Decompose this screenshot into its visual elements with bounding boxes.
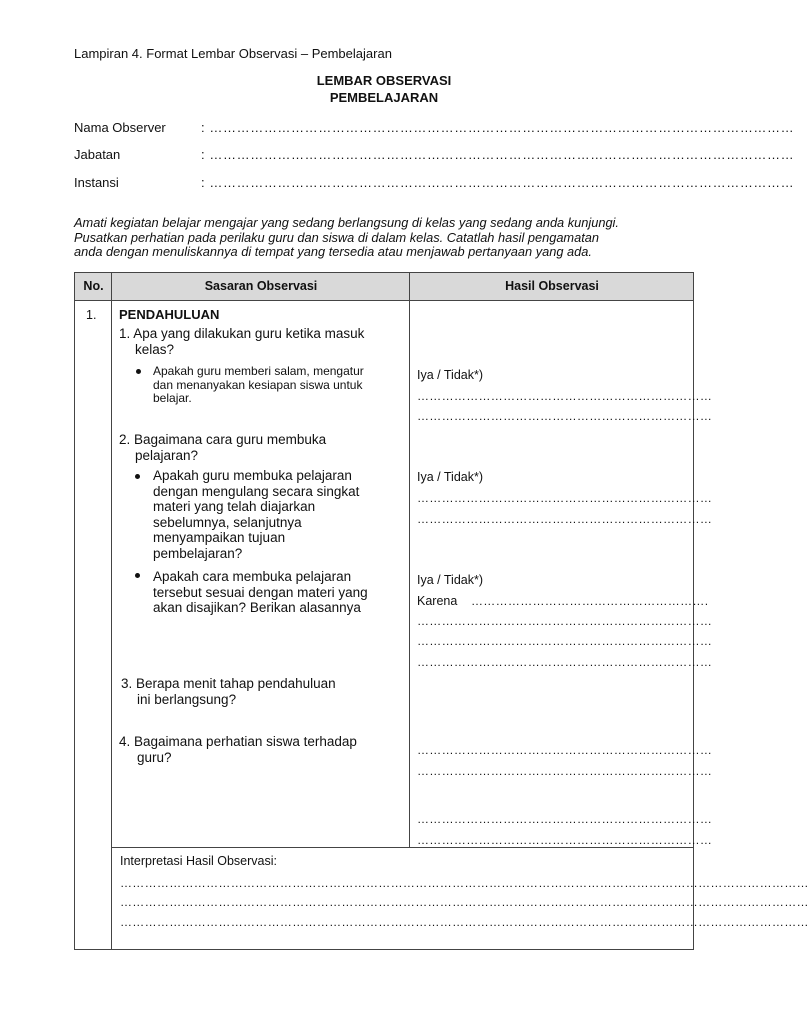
answer-line[interactable]: …………………………………………………. xyxy=(471,594,709,608)
title-line-2: PEMBELAJARAN xyxy=(329,90,439,105)
bullet-icon xyxy=(136,369,141,374)
answer-line[interactable]: ……………………………………………………………… xyxy=(417,634,713,648)
answer-choice-iya-tidak[interactable]: Iya / Tidak*) xyxy=(417,573,483,587)
interpretation-line[interactable]: …………………………………………………………………………………………………………………………………………………… xyxy=(120,915,809,929)
column-header-sasaran: Sasaran Observasi xyxy=(204,279,318,293)
document-caption: Lampiran 4. Format Lembar Observasi – Pembelajaran xyxy=(74,46,392,61)
field-label-instansi: Instansi xyxy=(74,175,119,190)
answer-line[interactable]: ……………………………………………………………… xyxy=(417,764,713,778)
instructions-line: Amati kegiatan belajar mengajar yang sedang berlangsung di kelas yang sedang anda kunjungi. xyxy=(74,215,619,230)
answer-line[interactable]: ……………………………………………………………… xyxy=(417,491,713,505)
bullet-icon xyxy=(135,573,140,578)
answer-choice-iya-tidak[interactable]: Iya / Tidak*) xyxy=(417,368,483,382)
answer-line[interactable]: ……………………………………………………………… xyxy=(417,409,713,423)
question-1a: Apakah guru memberi salam, mengatur dan menanyakan kesiapan siswa untuk belajar. xyxy=(153,364,364,405)
field-label-nama-observer: Nama Observer xyxy=(74,120,166,135)
instructions-paragraph xyxy=(74,216,696,260)
answer-line[interactable]: ……………………………………………………………… xyxy=(417,655,713,669)
bullet-icon xyxy=(135,474,140,479)
column-header-hasil: Hasil Observasi xyxy=(505,279,599,293)
instructions-line: anda dengan menuliskannya di tempat yang tersedia atau menjawab pertanyaan yang ada. xyxy=(74,244,592,259)
question-2a: Apakah guru membuka pelajaran dengan mengulang secara singkat materi yang telah diajarkan sebelumnya, selanjutnya menyampaikan tujuan pembelajaran? xyxy=(153,468,360,561)
question-4: 4. Bagaimana perhatian siswa terhadap guru? xyxy=(119,734,357,765)
interpretation-line[interactable]: …………………………………………………………………………………………………………………………………………………… xyxy=(120,895,809,909)
observation-table xyxy=(74,272,809,950)
field-input-jabatan[interactable]: : ………………………………………………………………………………………………………………… xyxy=(201,147,795,162)
answer-line[interactable]: ……………………………………………………………… xyxy=(417,743,713,757)
question-2: 2. Bagaimana cara guru membuka pelajaran? xyxy=(119,432,327,463)
title-line-1: LEMBAR OBSERVASI xyxy=(316,73,452,88)
interpretation-label: Interpretasi Hasil Observasi: xyxy=(120,854,278,868)
field-label-jabatan: Jabatan xyxy=(74,147,121,162)
row-divider xyxy=(111,847,693,848)
question-1: 1. Apa yang dilakukan guru ketika masuk kelas? xyxy=(119,326,365,357)
answer-label-karena: Karena xyxy=(417,594,458,608)
instructions-line: Pusatkan perhatian pada perilaku guru dan siswa di dalam kelas. Catatlah hasil pengamatan xyxy=(74,229,600,245)
field-input-nama-observer[interactable]: : ………………………………………………………………………………………………………………… xyxy=(201,120,795,135)
answer-choice-iya-tidak[interactable]: Iya / Tidak*) xyxy=(417,470,483,484)
answer-line[interactable]: ……………………………………………………………… xyxy=(417,512,713,526)
field-input-instansi[interactable]: : ………………………………………………………………………………………………………………… xyxy=(201,175,795,190)
question-3: 3. Berapa menit tahap pendahuluan ini berlangsung? xyxy=(121,676,336,707)
answer-line[interactable]: ……………………………………………………………… xyxy=(417,614,713,628)
column-header-no: No. xyxy=(83,279,104,293)
question-2b: Apakah cara membuka pelajaran tersebut sesuai dengan materi yang akan disajikan? Berikan alasannya xyxy=(153,569,368,615)
column-divider xyxy=(409,273,410,847)
answer-line[interactable]: ……………………………………………………………… xyxy=(417,833,713,847)
answer-line[interactable]: ……………………………………………………………… xyxy=(417,389,713,403)
section-heading: PENDAHULUAN xyxy=(119,307,220,322)
answer-line[interactable]: ……………………………………………………………… xyxy=(417,812,713,826)
row-number: 1. xyxy=(86,308,97,322)
interpretation-line[interactable]: …………………………………………………………………………………………………………………………………………………… xyxy=(120,876,809,890)
